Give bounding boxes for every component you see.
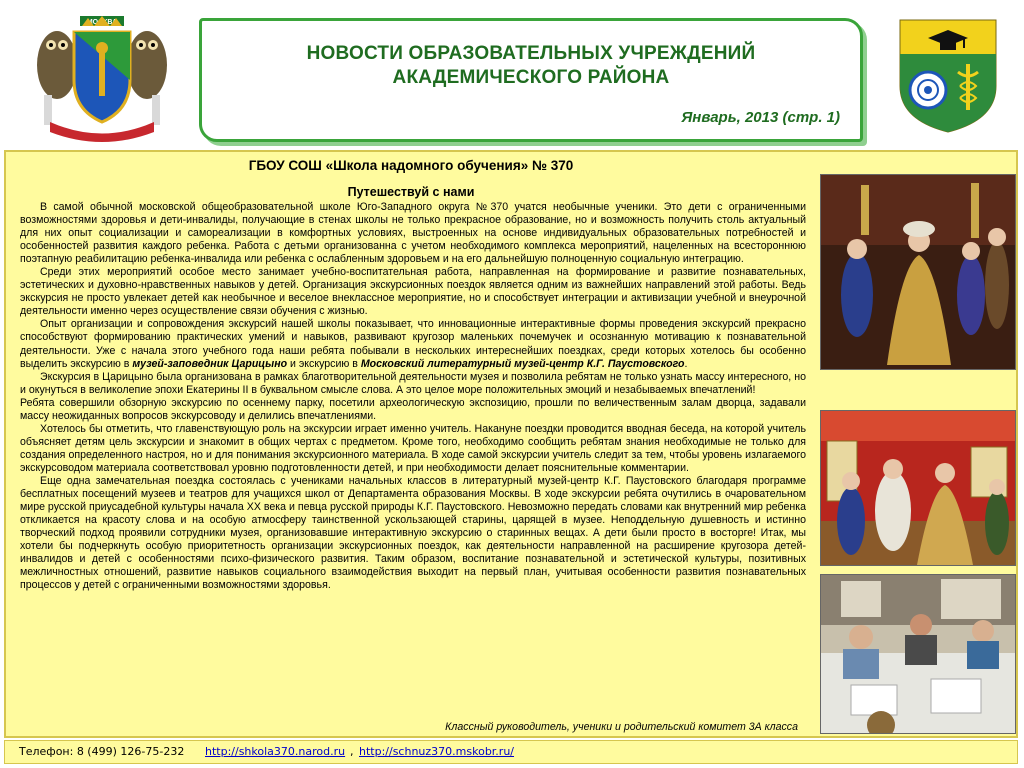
paragraph-3 xyxy=(20,318,806,370)
academic-district-shield-icon xyxy=(896,16,1000,134)
school-site-link-1[interactable]: http://shkola370.narod.ru xyxy=(205,745,346,758)
paragraph-3-mid: и экскурсию в xyxy=(287,357,361,370)
footer-bar xyxy=(4,740,1018,764)
newsletter-title-line1: НОВОСТИ ОБРАЗОВАТЕЛЬНЫХ УЧРЕЖДЕНИЙ xyxy=(306,43,756,64)
school-site-link-2[interactable]: http://schnuz370.mskobr.ru/ xyxy=(359,745,515,758)
paragraph-3-text: Опыт организации и сопровождения экскурсий нашей школы показывает, что инновационные интерактивные формы проведения экскурсий прекрасно способствуют формированию практических умений и навыков, развивают кругозор маленьких почемучек и осознанную мотивацию к познавательной деятельности. Уже с начала этого учебного года наши ребята побывали в нескольких интереснейших поездках, среди которых хотелось бы особенно выделить экскурсию в xyxy=(20,318,806,370)
paragraph-7: Еще одна замечательная поездка состоялась с учениками начальных классов в литературный музей-центр К.Г. Паустовского благодаря программе бесплатных посещений музеев и театров для учащихся школ от Департамента образования Москвы. В ходе экскурсии ребята очутились в очаровательном мире русской приусадебной культуры начала XX века и певца русской природы К.Г. Паустовского. Невозможно передать словами как внутренний мир ребенка откликается на красоту слова и на особую атмосферу таинственной ускользающей старины, царящей в музее. Неподдельную душевность и истинно творческий подход проявили сотрудники музея, организовавшие интерактивную экскурсию о старинных вещах. А дети были просто в восторге! Итак, мы хотели бы подчеркнуть особую приоритетность организации экскурсионных поездок, как деятельности направленной на расширение кругозора детей-инвалидов и детей с особенностями психо-физического развития. Таким образом, воспитание познавательной и эстетической культуры, позитивных межличностных отношений, развитие навыков социального взаимодействия выходит на первый план, учитывая особенности развития познавательных процессов у детей с ограниченными возможностями здоровья. xyxy=(20,474,806,592)
article-signature: Классный руководитель, ученики и родительский комитет 3А класса xyxy=(445,721,798,733)
article-body xyxy=(20,201,806,713)
museum-paustovsky: Московский литературный музей-центр К.Г. Паустовского xyxy=(360,357,685,370)
district-coat-of-arms-icon xyxy=(22,10,182,145)
school-name: ГБОУ СОШ «Школа надомного обучения» № 370 xyxy=(248,158,574,173)
paragraph-5: Ребята совершили обзорную экскурсию по осеннему парку, посетили археологическую экспозицию, прошли по величественным залам дворца, задавали массу неожиданных вопросов экскурсоводу и делились впечатлениями. xyxy=(20,396,806,422)
photo-museum-class xyxy=(820,574,1016,734)
phone-number: Телефон: 8 (499) 126-75-232 xyxy=(19,745,185,758)
paragraph-2: Среди этих мероприятий особое место занимает учебно-воспитательная работа, направленная на формирование и развитие познавательных, эстетических и духовно-нравственных навыков у детей. Организация экскурсионных поездок является одним из важнейших направлений этой работы. Ведь экскурсия не просто увлекает детей как необычное и веселое внеклассное мероприятие, но и способствует интеграции и активизации учебной и внеурочной деятельности именно через осуществление связи обучения с жизнью. xyxy=(20,266,806,318)
issue-date: Январь, 2013 (стр. 1) xyxy=(681,109,840,126)
photo-children-in-costumes xyxy=(820,174,1016,370)
article-subtitle: Путешествуй с нами xyxy=(347,185,475,199)
museum-tsaritsyno: музей-заповедник Царицыно xyxy=(132,357,288,370)
newsletter-header xyxy=(199,18,863,142)
paragraph-6: Хотелось бы отметить, что главенствующую роль на экскурсии играет именно учитель. Накануне поездки проводится вводная беседа, на которой учитель объясняет детям цель экскурсии и знакомит в общих чертах с предметом. Кроме того, необходимо сообщить ребятам знания необходимые не только для создания определенного настроя, но и для понимания экскурсионного материала. В ходе самой экскурсии учитель следит за тем, чтобы уровень излагаемого экскурсоводом материала соответствовал уровню подготовленности детей, и при необходимости делает пояснительные комментарии. xyxy=(20,422,806,474)
paragraph-1: В самой обычной московской общеобразовательной школе Юго-Западного округа №370 учатся необычные ученики. Это дети с ограниченными возможностями здоровья и дети-инвалиды, получающие в стенах школы не только прекрасное образование, но и возможность получить столь актуальный для них опыт социализации и самореализации в комфортных условиях, выстроенных на основе индивидуальных образовательных потребностей и особенностей развития каждого ребенка. Работа с детьми организованна с учетом необходимого комплекса мероприятий, нацеленных на всестороннюю поэтапную реабилитацию ребенка-инвалида или ребенка с ослабленным здоровьем и на его дальнейшую полноценную социальную интеграцию. xyxy=(20,201,806,266)
link-separator: , xyxy=(350,745,354,758)
newsletter-title-line2: АКАДЕМИЧЕСКОГО РАЙОНА xyxy=(392,67,670,88)
article-panel xyxy=(4,150,1018,738)
paragraph-4: Экскурсия в Царицыно была организована в рамках благотворительной деятельности музея и позволила ребятам не только узнать массу интересного, но и окунуться в великолепие эпохи Екатерины II в буквальном смысле слова. А это целое море положительных эмоций и незабываемых впечатлений! xyxy=(20,370,806,396)
photo-palace-hall xyxy=(820,410,1016,566)
paragraph-3-end: . xyxy=(684,357,688,370)
